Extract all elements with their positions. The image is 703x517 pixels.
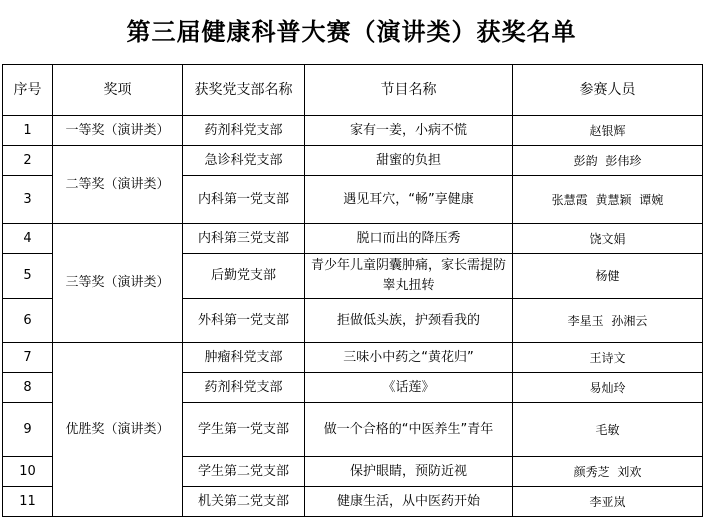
branch-name: 药剂科党支部 <box>183 373 305 403</box>
branch-name: 急诊科党支部 <box>183 146 305 176</box>
row-index: 3 <box>3 176 53 224</box>
program-name: 健康生活，从中医药开始 <box>305 487 513 517</box>
branch-name: 学生第二党支部 <box>183 457 305 487</box>
branch-name: 学生第一党支部 <box>183 403 305 457</box>
header-program: 节目名称 <box>305 65 513 116</box>
participants: 赵银辉 <box>513 116 703 146</box>
branch-name: 内科第一党支部 <box>183 176 305 224</box>
branch-name: 外科第一党支部 <box>183 299 305 343</box>
program-name: 三味小中药之“黄花归” <box>305 343 513 373</box>
header-award: 奖项 <box>53 65 183 116</box>
participants: 易灿玲 <box>513 373 703 403</box>
table-row <box>3 146 703 176</box>
header-participants: 参赛人员 <box>513 65 703 116</box>
table-row <box>3 116 703 146</box>
program-name: 青少年儿童阴囊肿痛，家长需提防睾丸扭转 <box>305 254 513 299</box>
participants: 颜秀芝 刘欢 <box>513 457 703 487</box>
row-index: 2 <box>3 146 53 176</box>
row-index: 1 <box>3 116 53 146</box>
program-name: 遇见耳穴，“畅”享健康 <box>305 176 513 224</box>
award-excellence: 优胜奖（演讲类） <box>53 343 183 517</box>
award-table <box>2 64 703 517</box>
award-third: 三等奖（演讲类） <box>53 224 183 343</box>
table-row <box>3 343 703 373</box>
table-row <box>3 224 703 254</box>
branch-name: 肿瘤科党支部 <box>183 343 305 373</box>
row-index: 8 <box>3 373 53 403</box>
award-second: 二等奖（演讲类） <box>53 146 183 224</box>
row-index: 10 <box>3 457 53 487</box>
row-index: 7 <box>3 343 53 373</box>
participants: 李亚岚 <box>513 487 703 517</box>
participants: 杨健 <box>513 254 703 299</box>
header-index: 序号 <box>3 65 53 116</box>
participants: 王诗文 <box>513 343 703 373</box>
row-index: 11 <box>3 487 53 517</box>
participants: 李星玉 孙湘云 <box>513 299 703 343</box>
program-name: 家有一姜，小病不慌 <box>305 116 513 146</box>
program-name: 脱口而出的降压秀 <box>305 224 513 254</box>
branch-name: 机关第二党支部 <box>183 487 305 517</box>
branch-name: 药剂科党支部 <box>183 116 305 146</box>
page-title: 第三届健康科普大赛（演讲类）获奖名单 <box>126 17 577 46</box>
row-index: 6 <box>3 299 53 343</box>
table-header-row <box>3 65 703 116</box>
award-first: 一等奖（演讲类） <box>53 116 183 146</box>
participants: 张慧霞 黄慧颖 谭婉 <box>513 176 703 224</box>
program-name: 甜蜜的负担 <box>305 146 513 176</box>
header-branch: 获奖党支部名称 <box>183 65 305 116</box>
row-index: 5 <box>3 254 53 299</box>
program-name: 拒做低头族，护颈看我的 <box>305 299 513 343</box>
participants: 毛敏 <box>513 403 703 457</box>
participants: 饶文娟 <box>513 224 703 254</box>
branch-name: 后勤党支部 <box>183 254 305 299</box>
row-index: 4 <box>3 224 53 254</box>
row-index: 9 <box>3 403 53 457</box>
branch-name: 内科第三党支部 <box>183 224 305 254</box>
program-name: 做一个合格的“中医养生”青年 <box>305 403 513 457</box>
program-name: 《话莲》 <box>305 373 513 403</box>
participants: 彭韵 彭伟珍 <box>513 146 703 176</box>
program-name: 保护眼睛，预防近视 <box>305 457 513 487</box>
